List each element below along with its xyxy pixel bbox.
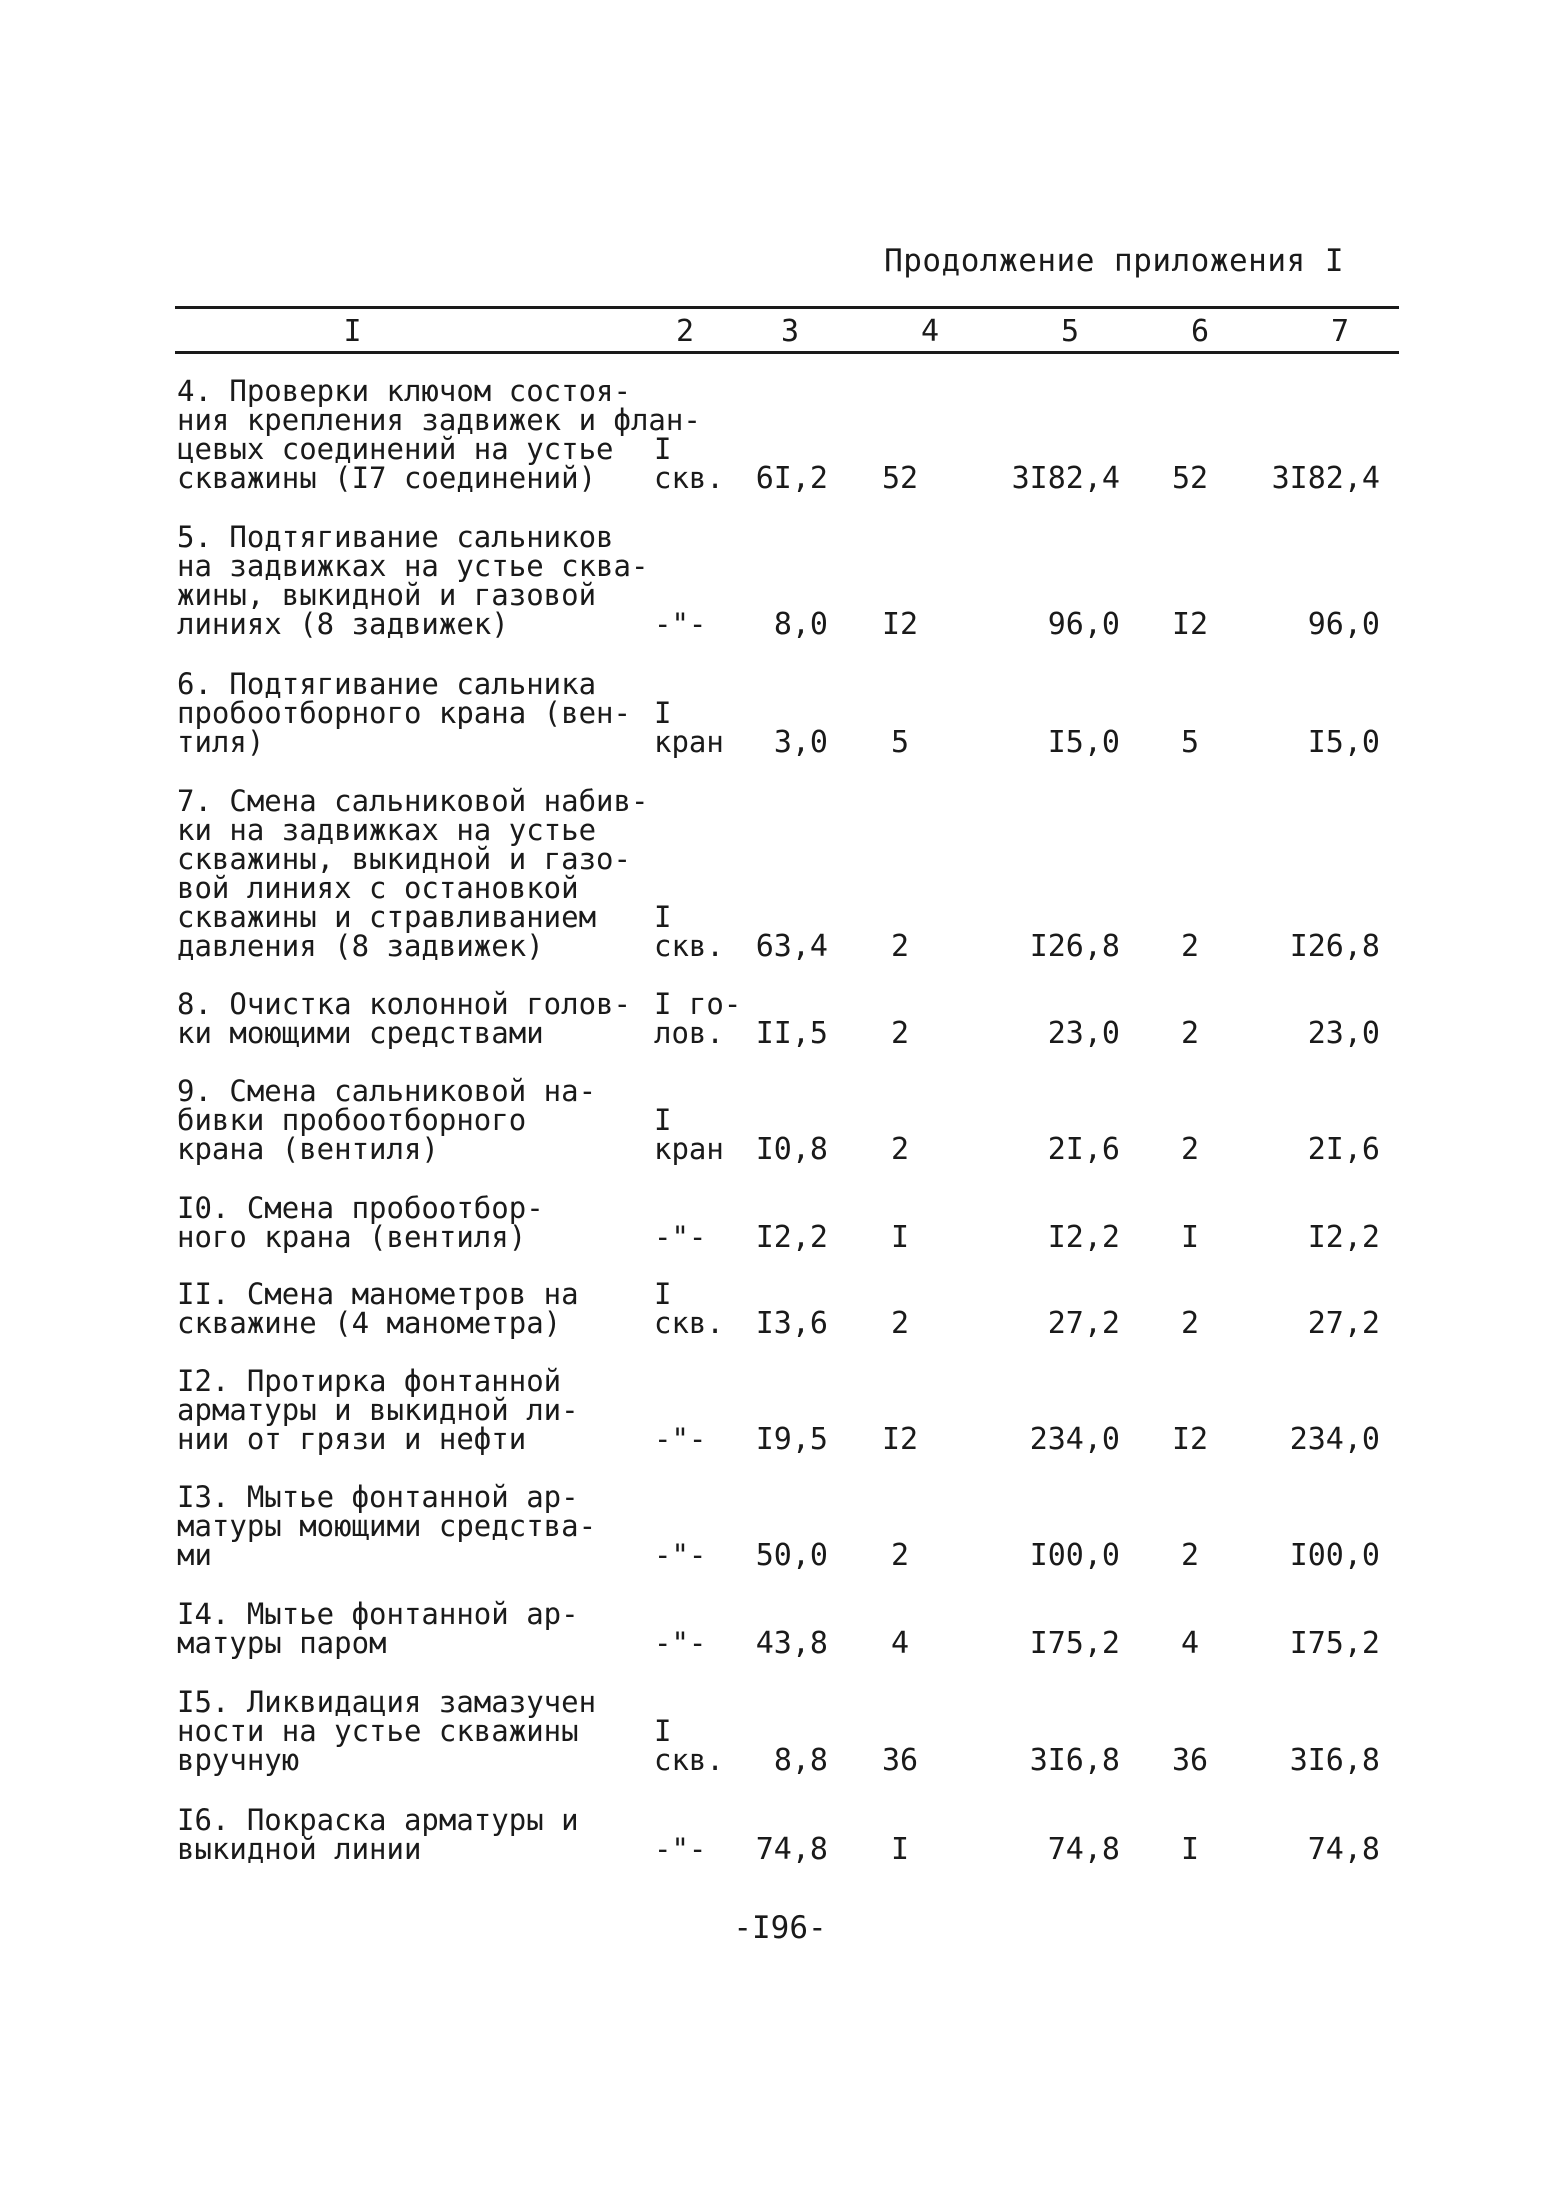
row-description: 5. Подтягивание сальников на задвижках на устье сква- жины, выкидной и газовой линиях (8 задвижек) bbox=[177, 520, 649, 641]
row-value-6: I bbox=[1180, 1220, 1200, 1255]
row-value-7: 23,0 bbox=[1307, 1016, 1380, 1051]
row-value-6: 36 bbox=[1171, 1743, 1209, 1778]
row-value-5: I00,0 bbox=[1029, 1538, 1120, 1573]
row-description: 8. Очистка колонной голов- ки моющими средствами bbox=[177, 987, 631, 1050]
row-value-7: I5,0 bbox=[1307, 725, 1380, 760]
row-unit: I скв. bbox=[654, 1714, 724, 1777]
page-number: -I96- bbox=[733, 1910, 827, 1946]
row-description: 7. Смена сальниковой набив- ки на задвижках на устье скважины, выкидной и газо- вой линиях с остановкой скважины и стравливанием давления (8 задвижек) bbox=[177, 784, 649, 963]
row-unit: I го- лов. bbox=[654, 987, 742, 1050]
row-value-6: 2 bbox=[1180, 1016, 1200, 1051]
row-value-7: I00,0 bbox=[1289, 1538, 1380, 1573]
row-value-3: I3,6 bbox=[755, 1306, 828, 1341]
row-unit: -"- bbox=[654, 607, 707, 641]
row-value-6: 5 bbox=[1180, 725, 1200, 760]
row-unit: I скв. bbox=[654, 432, 724, 495]
row-value-3: II,5 bbox=[755, 1016, 828, 1051]
row-unit: -"- bbox=[654, 1538, 707, 1572]
row-value-4: 2 bbox=[890, 1132, 910, 1167]
row-value-5: 2I,6 bbox=[1047, 1132, 1120, 1167]
row-value-3: I2,2 bbox=[755, 1220, 828, 1255]
row-value-3: I9,5 bbox=[755, 1422, 828, 1457]
row-value-4: I2 bbox=[881, 607, 919, 642]
row-value-5: 27,2 bbox=[1047, 1306, 1120, 1341]
page-heading: Продолжение приложения I bbox=[884, 243, 1344, 279]
row-value-4: 2 bbox=[890, 1538, 910, 1573]
row-value-4: I2 bbox=[881, 1422, 919, 1457]
column-header-2: 2 bbox=[675, 314, 695, 349]
row-value-4: I bbox=[890, 1220, 910, 1255]
table-top-rule bbox=[175, 306, 1399, 309]
row-unit: I кран bbox=[654, 1103, 724, 1166]
row-value-5: 96,0 bbox=[1047, 607, 1120, 642]
row-value-6: 2 bbox=[1180, 1306, 1200, 1341]
column-header-3: 3 bbox=[780, 314, 800, 349]
row-value-7: 96,0 bbox=[1307, 607, 1380, 642]
column-header-5: 5 bbox=[1060, 314, 1080, 349]
row-value-7: 3I82,4 bbox=[1271, 461, 1380, 496]
column-header-6: 6 bbox=[1190, 314, 1210, 349]
row-description: 9. Смена сальниковой на- бивки пробоотборного крана (вентиля) bbox=[177, 1074, 597, 1166]
row-description: I4. Мытье фонтанной ар- матуры паром bbox=[177, 1597, 579, 1660]
row-value-6: I2 bbox=[1171, 1422, 1209, 1457]
row-value-6: 52 bbox=[1171, 461, 1209, 496]
row-description: I0. Смена пробоотбор- ного крана (вентиля) bbox=[177, 1191, 544, 1254]
row-value-6: 2 bbox=[1180, 1132, 1200, 1167]
row-value-7: I75,2 bbox=[1289, 1626, 1380, 1661]
row-value-4: 5 bbox=[890, 725, 910, 760]
row-unit: I кран bbox=[654, 696, 724, 759]
row-value-5: I5,0 bbox=[1047, 725, 1120, 760]
row-unit: -"- bbox=[654, 1422, 707, 1456]
row-value-7: 2I,6 bbox=[1307, 1132, 1380, 1167]
row-value-5: I26,8 bbox=[1029, 929, 1120, 964]
row-description: 6. Подтягивание сальника пробоотборного крана (вен- тиля) bbox=[177, 667, 631, 759]
row-value-3: 3,0 bbox=[773, 725, 828, 760]
row-value-5: 234,0 bbox=[1029, 1422, 1120, 1457]
row-value-7: 234,0 bbox=[1289, 1422, 1380, 1457]
row-value-4: 2 bbox=[890, 929, 910, 964]
row-value-6: 4 bbox=[1180, 1626, 1200, 1661]
row-value-5: 3I6,8 bbox=[1029, 1743, 1120, 1778]
column-header-1: I bbox=[343, 314, 362, 349]
row-value-4: 2 bbox=[890, 1306, 910, 1341]
row-value-6: 2 bbox=[1180, 929, 1200, 964]
row-value-4: 36 bbox=[881, 1743, 919, 1778]
row-value-7: 27,2 bbox=[1307, 1306, 1380, 1341]
row-value-4: 2 bbox=[890, 1016, 910, 1051]
row-description: 4. Проверки ключом состоя- ния крепления задвижек и флан- цевых соединений на устье скважины (I7 соединений) bbox=[177, 374, 701, 495]
column-header-7: 7 bbox=[1330, 314, 1350, 349]
row-value-3: 43,8 bbox=[755, 1626, 828, 1661]
row-value-3: 50,0 bbox=[755, 1538, 828, 1573]
row-value-3: I0,8 bbox=[755, 1132, 828, 1167]
row-value-7: 3I6,8 bbox=[1289, 1743, 1380, 1778]
row-value-5: 3I82,4 bbox=[1011, 461, 1120, 496]
column-header-4: 4 bbox=[920, 314, 940, 349]
row-value-3: 74,8 bbox=[755, 1832, 828, 1867]
row-unit: -"- bbox=[654, 1832, 707, 1866]
row-description: I5. Ликвидация замазучен ности на устье скважины вручную bbox=[177, 1685, 597, 1777]
row-value-7: 74,8 bbox=[1307, 1832, 1380, 1867]
row-value-3: 8,0 bbox=[773, 607, 828, 642]
row-value-5: I2,2 bbox=[1047, 1220, 1120, 1255]
row-value-6: 2 bbox=[1180, 1538, 1200, 1573]
table-header-rule bbox=[175, 351, 1399, 354]
row-value-5: 74,8 bbox=[1047, 1832, 1120, 1867]
row-value-5: 23,0 bbox=[1047, 1016, 1120, 1051]
row-value-7: I26,8 bbox=[1289, 929, 1380, 964]
row-unit: I скв. bbox=[654, 900, 724, 963]
row-value-3: 63,4 bbox=[755, 929, 828, 964]
row-value-5: I75,2 bbox=[1029, 1626, 1120, 1661]
row-description: II. Смена манометров на скважине (4 манометра) bbox=[177, 1277, 579, 1340]
row-value-3: 6I,2 bbox=[755, 461, 828, 496]
row-value-6: I2 bbox=[1171, 607, 1209, 642]
row-description: I3. Мытье фонтанной ар- матуры моющими средства- ми bbox=[177, 1480, 597, 1572]
row-value-4: 4 bbox=[890, 1626, 910, 1661]
row-value-4: I bbox=[890, 1832, 910, 1867]
row-value-6: I bbox=[1180, 1832, 1200, 1867]
row-value-7: I2,2 bbox=[1307, 1220, 1380, 1255]
row-unit: I скв. bbox=[654, 1277, 724, 1340]
row-value-4: 52 bbox=[881, 461, 919, 496]
row-description: I6. Покраска арматуры и выкидной линии bbox=[177, 1803, 579, 1866]
row-value-3: 8,8 bbox=[773, 1743, 828, 1778]
row-unit: -"- bbox=[654, 1626, 707, 1660]
row-unit: -"- bbox=[654, 1220, 707, 1254]
row-description: I2. Протирка фонтанной арматуры и выкидной ли- нии от грязи и нефти bbox=[177, 1364, 579, 1456]
